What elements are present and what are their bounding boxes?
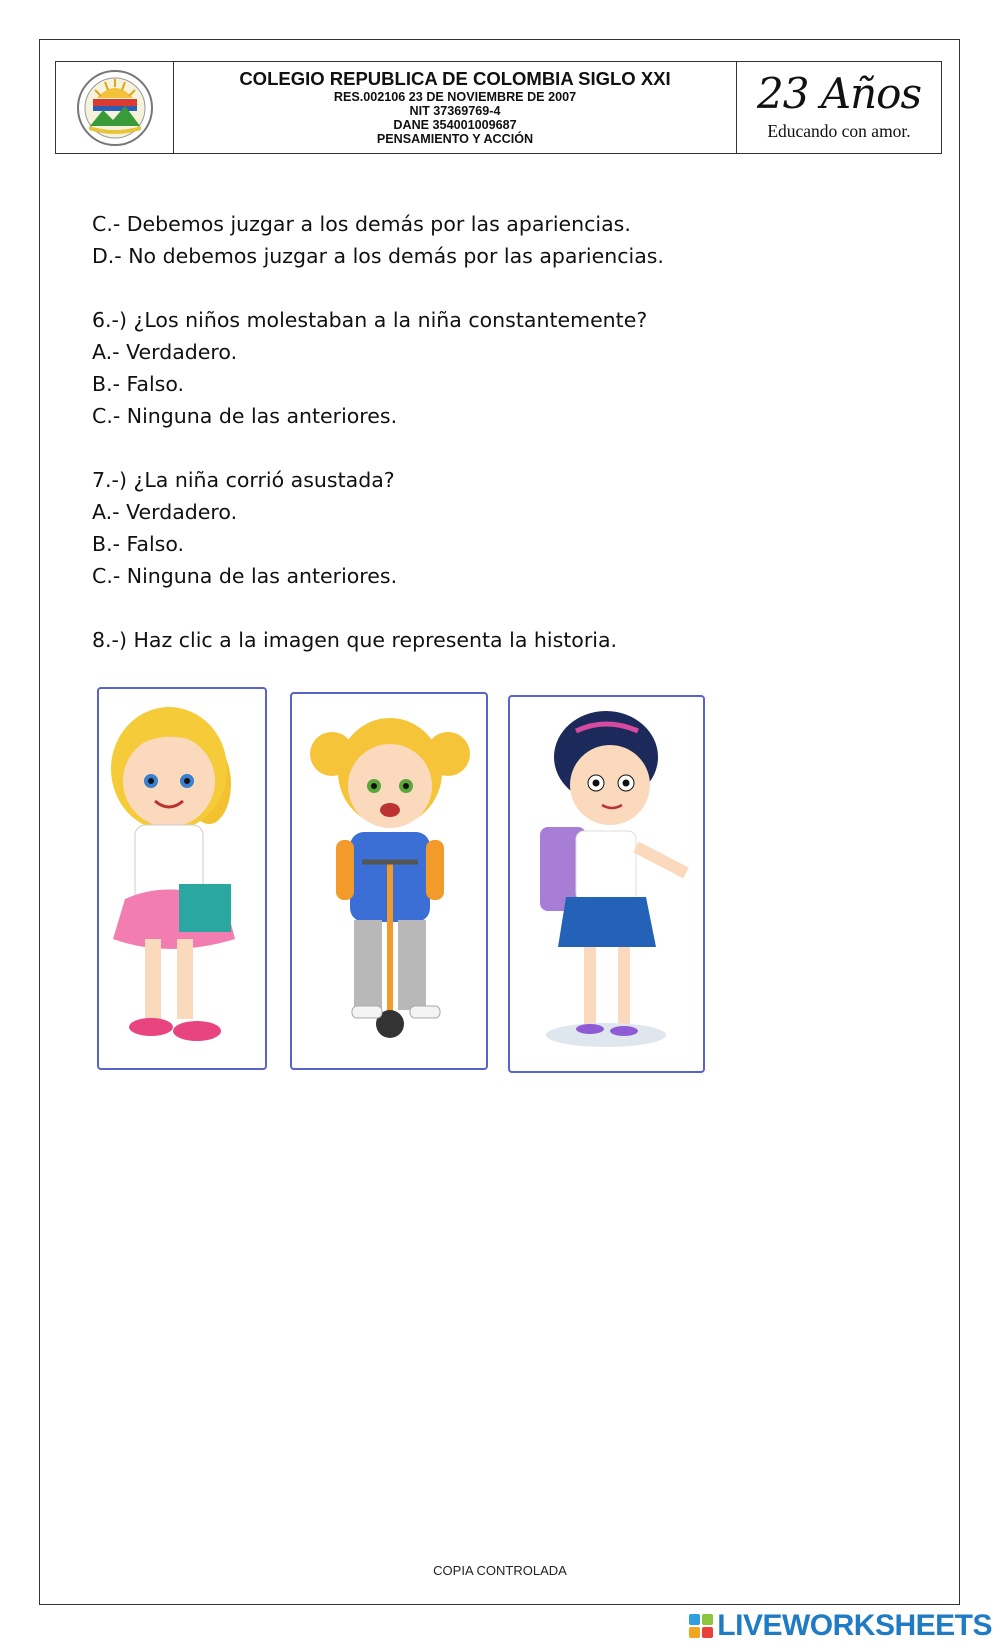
document-header	[55, 61, 942, 154]
q6-option-b: B.- Falso.	[92, 372, 185, 396]
dane-text: DANE 354001009687	[393, 117, 517, 132]
girl-with-book-illustration	[99, 689, 265, 1068]
girl-on-scooter-illustration	[292, 694, 486, 1068]
school-crest-icon	[75, 68, 155, 148]
girl-with-backpack-illustration	[510, 697, 703, 1071]
image-choice-2[interactable]	[290, 692, 488, 1070]
footer-controlled-copy: COPIA CONTROLADA	[433, 1563, 567, 1578]
q7-option-c: C.- Ninguna de las anteriores.	[92, 564, 398, 588]
liveworksheets-logo-icon	[689, 1614, 713, 1638]
worksheet-content	[92, 208, 912, 656]
q7-question: 7.-) ¿La niña corrió asustada?	[92, 468, 395, 492]
q5-option-d: D.- No debemos juzgar a los demás por las apariencias.	[92, 244, 664, 268]
q6-question: 6.-) ¿Los niños molestaban a la niña constantemente?	[92, 308, 648, 332]
school-logo-cell	[56, 62, 174, 153]
q6-option-a: A.- Verdadero.	[92, 340, 238, 364]
liveworksheets-watermark	[689, 1609, 992, 1643]
q6-option-c: C.- Ninguna de las anteriores.	[92, 404, 398, 428]
image-choice-3[interactable]	[508, 695, 705, 1073]
q5-option-c: C.- Debemos juzgar a los demás por las apariencias.	[92, 212, 631, 236]
school-name: COLEGIO REPUBLICA DE COLOMBIA SIGLO XXI	[239, 67, 671, 89]
q7-option-a: A.- Verdadero.	[92, 500, 238, 524]
school-motto: PENSAMIENTO Y ACCIÓN	[376, 131, 534, 146]
brand-tagline: Educando con amor.	[767, 121, 911, 141]
anniversary-years: 23 Años	[756, 69, 921, 118]
resolution-text: RES.002106 23 DE NOVIEMBRE DE 2007	[333, 89, 577, 104]
q7-option-b: B.- Falso.	[92, 532, 185, 556]
nit-text: NIT 37369769-4	[409, 103, 501, 118]
watermark-label: LIVEWORKSHEETS	[717, 1609, 992, 1642]
school-info	[174, 62, 737, 153]
anniversary-brand	[737, 62, 941, 153]
q8-question: 8.-) Haz clic a la imagen que representa la historia.	[92, 628, 618, 652]
image-choice-1[interactable]	[97, 687, 267, 1070]
